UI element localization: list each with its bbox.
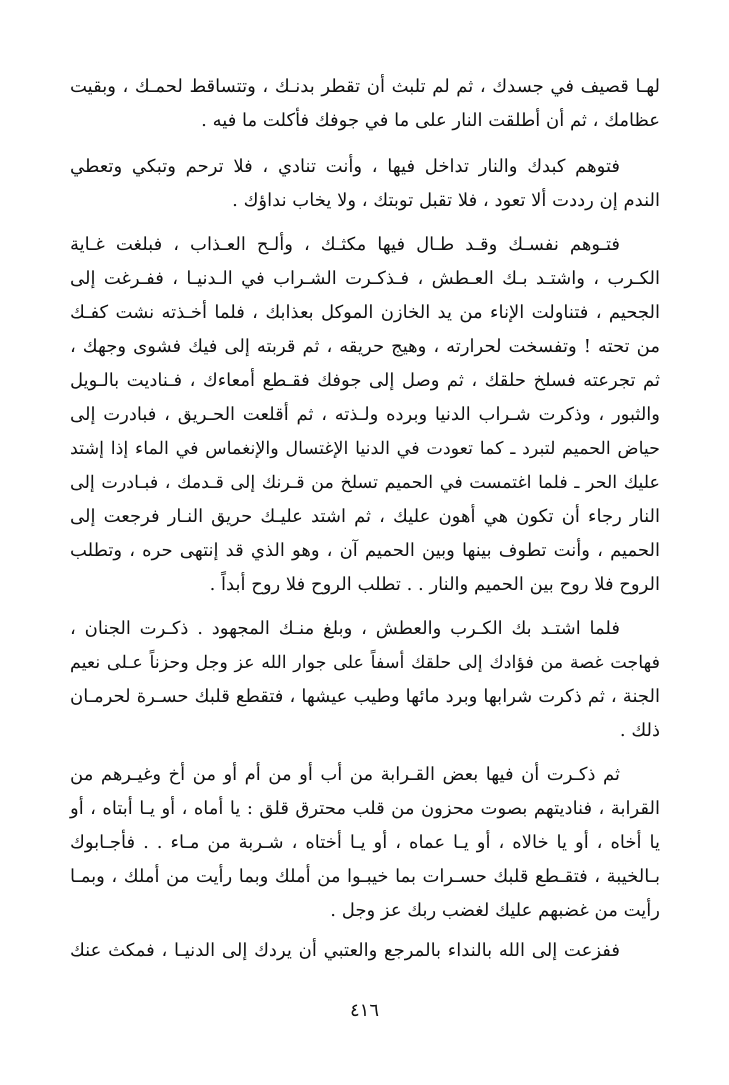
text-line: عليك الحر ـ فلما اغتمست في الحميم تسلخ من قـرنك إلى قـدمك ، فبـادرت إلى (70, 473, 660, 493)
paragraph-4 (70, 612, 660, 748)
text-line: الجنة ، ثم ذكرت شرابها وبرد مائها وطيب عيشها ، فتقطع قلبك حسـرة لحرمـان (70, 686, 660, 707)
text-line: الحميم ، وأنت تطوف بينها وبين الحميم آن ، وهو الذي قد إنتهى حره ، وتطلب (70, 540, 660, 561)
text-line: الندم إن رددت ألا تعود ، فلا تقبل توبتك ، ولا يخاب نداؤك . (232, 190, 660, 211)
paragraph-6 (70, 934, 660, 968)
text-line: الكـرب ، واشتـد بـك العـطش ، فـذكـرت الشـراب في الـدنيـا ، ففـرغت إلى (70, 268, 660, 289)
text-line: فتـوهم نفسـك وقـد طـال فيها مكثـك ، وألـح العـذاب ، فبلغت غـاية (70, 234, 620, 255)
text-line: ففزعت إلى الله بالنداء بالمرجع والعتبي أن يردك إلى الدنيـا ، فمكث عنك (70, 940, 620, 961)
text-line: عظامك ، ثم أن أطلقت النار على ما في جوفك فأكلت ما فيه . (201, 110, 660, 131)
paragraph-1 (70, 70, 660, 138)
text-line: والثبور ، وذكرت شـراب الدنيا وبرده ولـذته ، ثم أقلعت الحـريق ، فبادرت إلى (70, 404, 660, 425)
text-line: الجحيم ، فتناولت الإناء من يد الخازن الموكل بعذابك ، فلما أخـذته نشت كفـك (70, 302, 660, 323)
text-line: بـالخيبة ، فتقـطع قلبك حسـرات بما خيبـوا من أملك وبما رأيت من أملك ، وبمـا (70, 866, 660, 887)
text-line: الروح فلا روح بين الحميم والنار . . تطلب الروح فلا روح أبداً . (209, 574, 660, 595)
text-line: ذلك . (619, 720, 660, 741)
page-number: ٤١٦ (349, 1000, 379, 1021)
text-line: يا أخاه ، أو يا خالاه ، أو يـا عماه ، أو يـا أختاه ، شـربة من مـاء . . فأجـابوك (70, 832, 660, 853)
text-line: فلما اشتـد بك الكـرب والعطش ، وبلغ منـك المجهود . ذكـرت الجنان ، (70, 618, 620, 639)
text-line: القرابة ، فناديتهم بصوت محزون من قلب محترق قلق : يا أماه ، أو يـا أبتاه ، أو (70, 798, 660, 819)
text-line: ثم تجرعته فسلخ حلقك ، ثم وصل إلى جوفك فقـطع أمعاءك ، فـناديت بالـويل (70, 370, 660, 391)
paragraph-2 (70, 150, 660, 218)
paragraph-5 (70, 758, 660, 928)
text-line: رأيت من غضبهم عليك لغضب ربك عز وجل . (330, 900, 660, 921)
text-line: فهاجت غصة من فؤادك إلى حلقك أسفاً على جوار الله عز وجل وحزناً عـلى نعيم (70, 653, 660, 673)
text-line: من تحته ! وتفسخت لحرارته ، وهيج حريقه ، ثم قربته إلى فيك فشوى وجهك ، (70, 336, 661, 357)
text-line: لهـا قصيف في جسدك ، ثم لم تلبث أن تقطر بدنـك ، وتتساقط لحمـك ، وبقيت (70, 76, 660, 97)
text-line: النار رجاء أن تكون هي أهون عليك ، ثم اشتد عليـك حريق النـار فرجعت إلى (70, 506, 660, 527)
text-line: حياض الحميم لتبرد ـ كما تعودت في الدنيا الإغتسال والإنغماس في الماء إذا إشتد (70, 439, 660, 459)
paragraph-3 (70, 228, 660, 602)
text-line: ثم ذكـرت أن فيها بعض القـرابة من أب أو من أم أو من أخ وغيـرهم من (70, 764, 620, 785)
text-line: فتوهم كبدك والنار تداخل فيها ، وأنت تنادي ، فلا ترحم وتبكي وتعطي (70, 156, 620, 177)
